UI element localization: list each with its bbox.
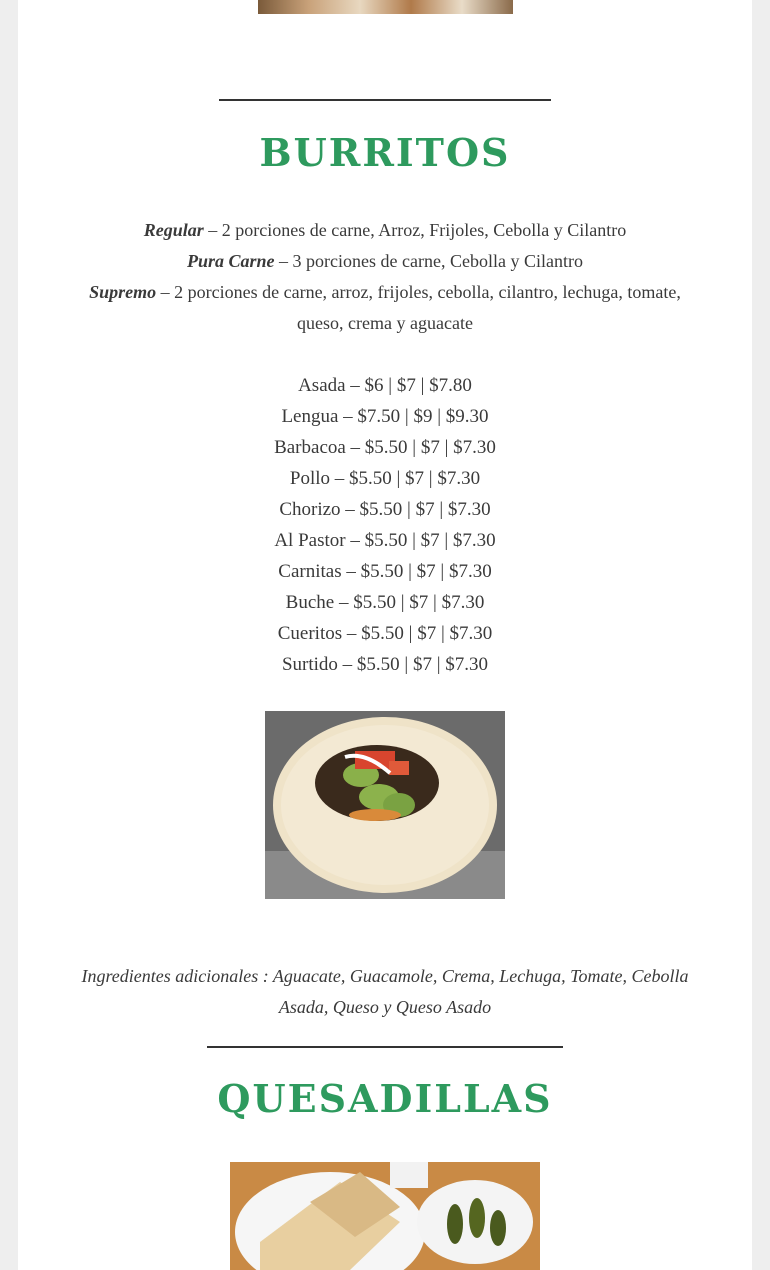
burrito-type-regular: Regular – 2 porciones de carne, Arroz, Frijoles, Cebolla y Cilantro <box>143 220 627 240</box>
quesadillas-title: QUESADILLAS <box>217 1076 553 1121</box>
burrito-types <box>68 215 702 339</box>
additional-ingredients: Ingredientes adicionales : Aguacate, Guacamole, Crema, Lechuga, Tomate, Cebolla Asada, Queso y Queso Asado <box>81 966 689 1017</box>
quesadilla-photo-illustration <box>230 1162 540 1270</box>
burrito-type-supremo: Supremo – 2 porciones de carne, arroz, frijoles, cebolla, cilantro, lechuga, tomate, queso, crema y aguacate <box>89 282 681 333</box>
price-item: Surtido – $5.50 | $7 | $7.30 <box>281 654 489 675</box>
section-divider <box>219 99 551 101</box>
burrito-price-list <box>18 370 752 680</box>
burritos-title: BURRITOS <box>259 130 511 175</box>
menu-page <box>18 0 752 1270</box>
section-divider <box>207 1046 563 1048</box>
price-item: Chorizo – $5.50 | $7 | $7.30 <box>279 499 491 520</box>
burrito-photo-illustration <box>265 711 505 899</box>
price-item: Buche – $5.50 | $7 | $7.30 <box>285 592 485 613</box>
price-item: Asada – $6 | $7 | $7.80 <box>298 375 472 396</box>
price-item: Lengua – $7.50 | $9 | $9.30 <box>281 406 489 427</box>
price-item: Al Pastor – $5.50 | $7 | $7.30 <box>274 530 496 551</box>
price-item: Cueritos – $5.50 | $7 | $7.30 <box>277 623 493 644</box>
burrito-type-pura-carne: Pura Carne – 3 porciones de carne, Cebolla y Cilantro <box>187 251 583 271</box>
burrito-photo <box>265 711 505 899</box>
price-item: Pollo – $5.50 | $7 | $7.30 <box>289 468 481 489</box>
quesadilla-photo <box>230 1162 540 1270</box>
food-photo-top <box>258 0 513 14</box>
price-item: Carnitas – $5.50 | $7 | $7.30 <box>278 561 492 582</box>
price-item: Barbacoa – $5.50 | $7 | $7.30 <box>274 437 496 458</box>
